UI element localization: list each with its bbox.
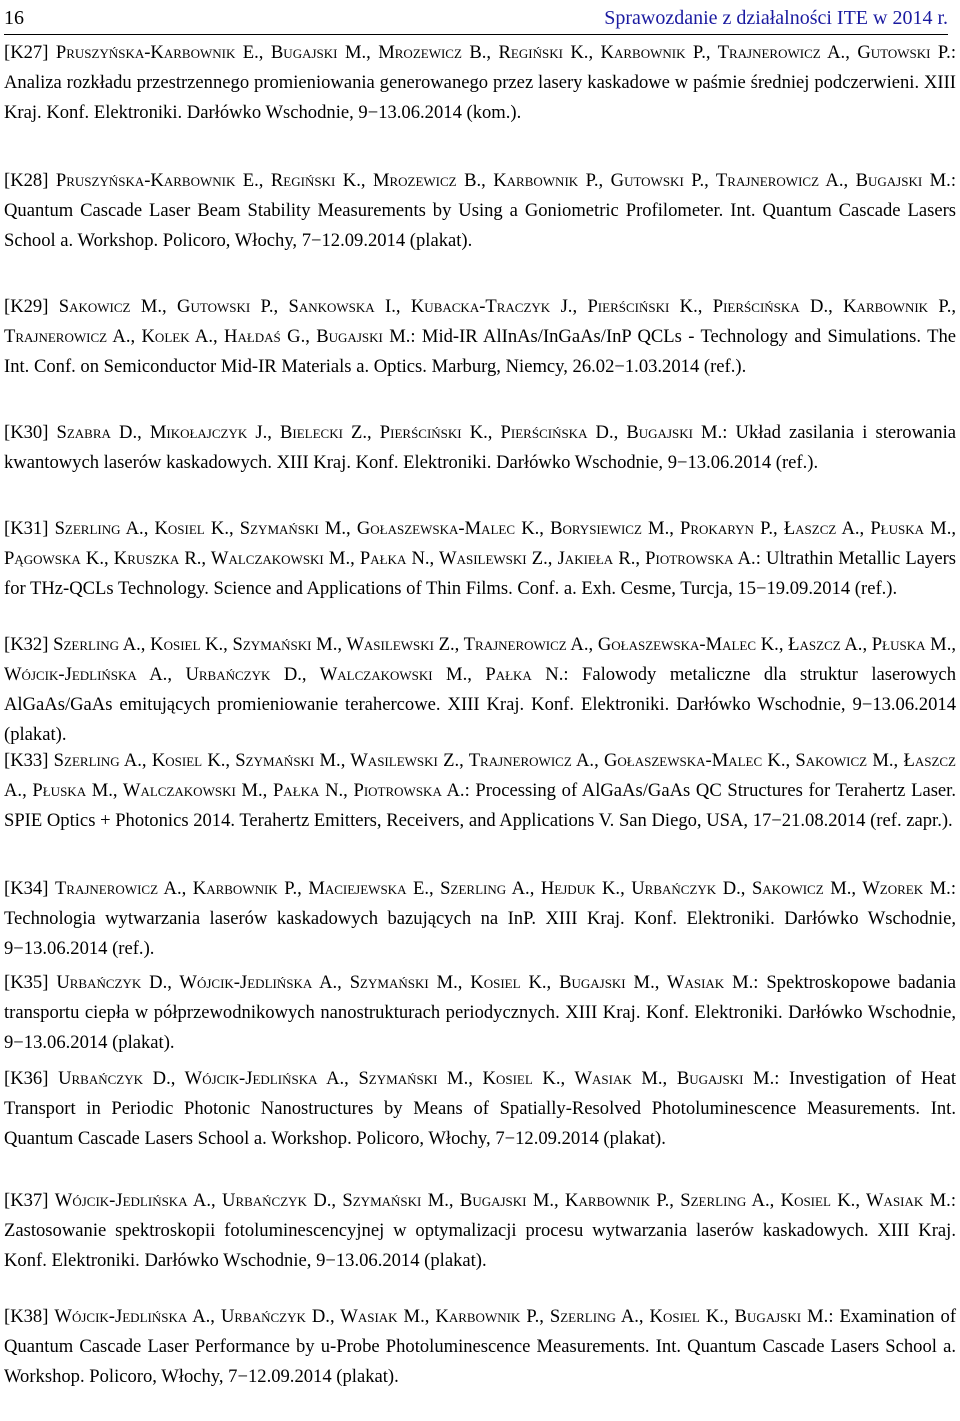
reference-text: : Mid-IR AlInAs/InGaAs/InP QCLs - Technology and Simulations. The Int. Conf. on Semiconductor Mid-IR Materials a. Optics. Marburg, Niemcy, 26.02−1.03.2014 (ref.). (4, 326, 956, 377)
reference-k38 (4, 1302, 956, 1392)
reference-authors: Szerling A., Kosiel K., Szymański M., Wasilewski Z., Trajnerowicz A., Gołaszewska-Malec K., Łaszcz A., Płuska M., Wójcik-Jedlińska A., Urbańczyk D., Walczakowski M., Pałka N. (4, 634, 956, 685)
reference-k32 (4, 630, 956, 750)
reference-text: : Technologia wytwarzania laserów kaskadowych bazujących na InP. XIII Kraj. Konf. Elektroniki. Darłówko Wschodnie, 9−13.06.2014 (ref.). (4, 878, 956, 959)
reference-authors: Szerling A., Kosiel K., Szymański M., Gołaszewska-Malec K., Borysiewicz M., Prokaryn P., Łaszcz A., Płuska M., Pągowska K., Kruszka R., Walczakowski M., Pałka N., Wasilewski Z., Jakieła R., Piotrowska A. (4, 518, 956, 569)
reference-text: : Zastosowanie spektroskopii fotoluminescencyjnej w optymalizacji procesu wytwarzania laserów kaskadowych. XIII Kraj. Konf. Elektroniki. Darłówko Wschodnie, 9−13.06.2014 (plakat). (4, 1190, 957, 1271)
reference-k29 (4, 292, 956, 382)
reference-text: : Examination of Quantum Cascade Laser Performance by u-Probe Photoluminescence Measurements. Int. Quantum Cascade Lasers School a. Workshop. Policoro, Włochy, 7−12.09.2014 (plakat). (4, 1306, 957, 1387)
reference-id: [K35] (4, 972, 49, 993)
reference-text: : Analiza rozkładu przestrzennego promieniowania generowanego przez lasery kaskadowe w paśmie średniej podczerwieni. XIII Kraj. Konf. Elektroniki. Darłówko Wschodnie, 9−13.06.2014 (kom.). (4, 42, 956, 123)
reference-k37 (4, 1186, 956, 1276)
reference-authors: Wójcik-Jedlińska A., Urbańczyk D., Wasiak M., Karbownik P., Szerling A., Kosiel K., Bugajski M. (54, 1306, 829, 1327)
page-number: 16 (4, 7, 24, 29)
reference-k27 (4, 38, 956, 128)
reference-authors: Pruszyńska-Karbownik E., Bugajski M., Mrozewicz B., Regiński K., Karbownik P., Trajnerowicz A., Gutowski P. (55, 42, 951, 63)
running-title: Sprawozdanie z działalności ITE w 2014 r. (604, 7, 948, 29)
reference-text: : Quantum Cascade Laser Beam Stability Measurements by Using a Goniometric Profilometer. Int. Quantum Cascade Lasers School a. Workshop. Policoro, Włochy, 7−12.09.2014 (plakat). (4, 170, 956, 251)
reference-text: : Investigation of Heat Transport in Periodic Photonic Nanostructures by Means of Spatially-Resolved Photoluminescence Measurements. Int. Quantum Cascade Lasers School a. Workshop. Policoro, Włochy, 7−12.09.2014 (plakat). (4, 1068, 957, 1149)
reference-text: : Spektroskopowe badania transportu ciepła w półprzewodnikowych nanostrukturach periodycznych. XIII Kraj. Konf. Elektroniki. Darłówko Wschodnie, 9−13.06.2014 (plakat). (4, 972, 956, 1053)
reference-k33 (4, 746, 956, 836)
reference-text: : Falowody metaliczne dla struktur laserowych AlGaAs/GaAs emitujących promieniowanie terahercowe. XIII Kraj. Konf. Elektroniki. Darłówko Wschodnie, 9−13.06.2014 (plakat). (4, 664, 956, 745)
reference-k28 (4, 166, 956, 256)
reference-text: : Ultrathin Metallic Layers for THz-QCLs Technology. Science and Applications of Thin Films. Conf. a. Exh. Cesme, Turcja, 15−19.09.2014 (ref.). (4, 548, 957, 599)
reference-id: [K37] (4, 1190, 49, 1211)
reference-k31 (4, 514, 956, 604)
reference-id: [K32] (4, 634, 49, 655)
reference-authors: Pruszyńska-Karbownik E., Regiński K., Mrozewicz B., Karbownik P., Gutowski P., Trajnerowicz A., Bugajski M. (55, 170, 951, 191)
reference-id: [K36] (4, 1068, 49, 1089)
reference-id: [K27] (4, 42, 49, 63)
reference-id: [K30] (4, 422, 49, 443)
reference-text: : Układ zasilania i sterowania kwantowych laserów kaskadowych. XIII Kraj. Konf. Elektroniki. Darłówko Wschodnie, 9−13.06.2014 (ref.). (4, 422, 957, 473)
reference-k30 (4, 418, 956, 478)
reference-k35 (4, 968, 956, 1058)
reference-text: : Processing of AlGaAs/GaAs QC Structures for Terahertz Laser. SPIE Optics + Photonics 2014. Terahertz Emitters, Receivers, and Applications V. San Diego, USA, 17−21.08.2014 (ref. zapr.). (4, 780, 957, 831)
reference-authors: Trajnerowicz A., Karbownik P., Maciejewska E., Szerling A., Hejduk K., Urbańczyk D., Sakowicz M., Wzorek M. (54, 878, 951, 899)
reference-k36 (4, 1064, 956, 1154)
reference-id: [K29] (4, 296, 49, 317)
reference-authors: Szabra D., Mikołajczyk J., Bielecki Z., Pierściński K., Pierścińska D., Bugajski M. (56, 422, 723, 443)
reference-authors: Urbańczyk D., Wójcik-Jedlińska A., Szymański M., Kosiel K., Bugajski M., Wasiak M. (56, 972, 754, 993)
reference-id: [K33] (4, 750, 49, 771)
reference-k34 (4, 874, 956, 964)
reference-id: [K28] (4, 170, 49, 191)
page-header (4, 4, 948, 35)
reference-authors: Szerling A., Kosiel K., Szymański M., Wasilewski Z., Trajnerowicz A., Gołaszewska-Malec K., Sakowicz M., Łaszcz A., Płuska M., Walczakowski M., Pałka N., Piotrowska A. (4, 750, 956, 801)
reference-id: [K38] (4, 1306, 49, 1327)
reference-authors: Urbańczyk D., Wójcik-Jedlińska A., Szymański M., Kosiel K., Wasiak M., Bugajski M. (58, 1068, 775, 1089)
reference-id: [K31] (4, 518, 49, 539)
reference-id: [K34] (4, 878, 49, 899)
reference-authors: Wójcik-Jedlińska A., Urbańczyk D., Szymański M., Bugajski M., Karbownik P., Szerling A., Kosiel K., Wasiak M. (54, 1190, 951, 1211)
reference-authors: Sakowicz M., Gutowski P., Sankowska I., Kubacka-Traczyk J., Pierściński K., Pierścińska D., Karbownik P., Trajnerowicz A., Kolek A., Hałdaś G., Bugajski M. (4, 296, 956, 347)
